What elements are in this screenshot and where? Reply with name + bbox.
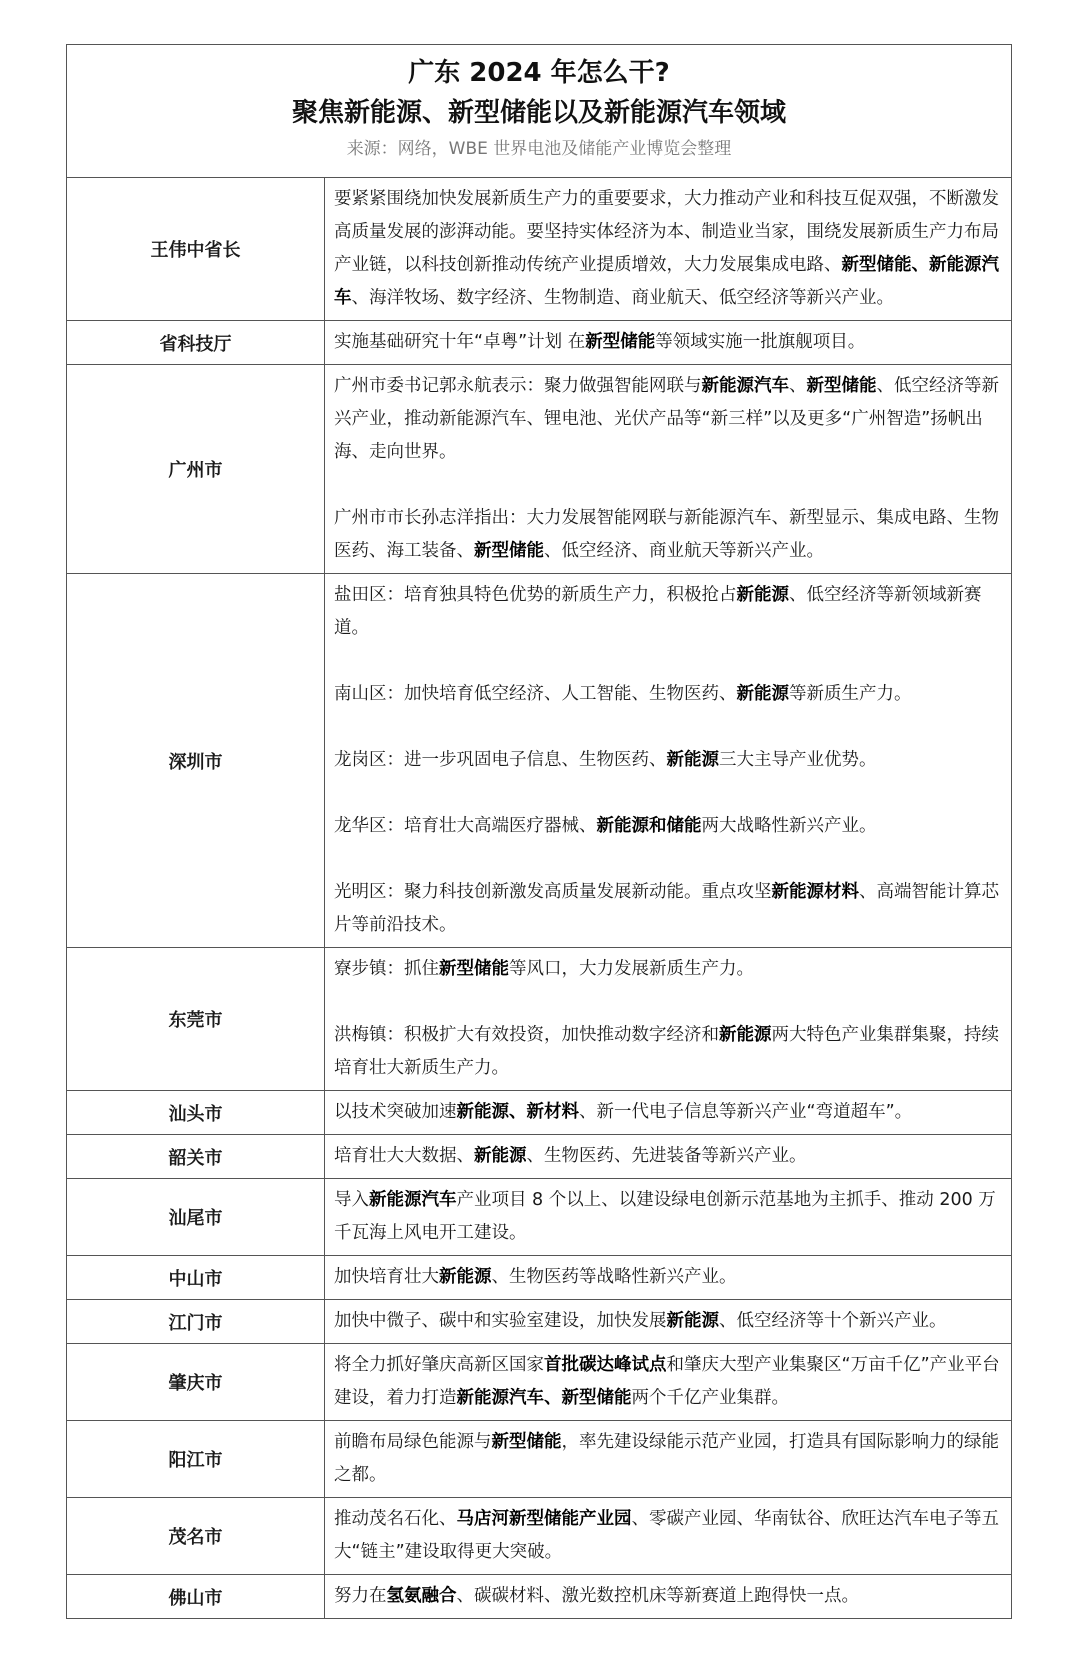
policy-paragraph	[334, 502, 1003, 568]
text-segment: 、低空经济等新领域新赛道。	[334, 585, 982, 638]
title-line-1: 广东 2024 年怎么干?	[408, 58, 670, 88]
text-segment: 努力在	[334, 1586, 387, 1606]
policy-paragraph	[334, 1426, 1003, 1492]
region-name: 佛山市	[67, 1575, 325, 1619]
text-segment: 等风口，大力发展新质生产力。	[509, 959, 754, 979]
text-segment: 、海洋牧场、数字经济、生物制造、商业航天、低空经济等新兴产业。	[351, 288, 894, 308]
policy-paragraph	[334, 1019, 1003, 1085]
text-segment: 产业项目 8 个以上、以建设绿电创新示范基地为主抓手、推动 200 万千瓦海上风电开工建设。	[334, 1190, 996, 1243]
highlight-term: 新能源和储能	[596, 816, 702, 836]
text-segment: 两大特色产业集群集聚，持续培育壮大新质生产力。	[334, 1025, 999, 1078]
text-segment: 、低空经济等新兴产业，推动新能源汽车、锂电池、光伏产品等“新三样”以及更多“广州智造”扬帆出海、走向世界。	[334, 376, 999, 462]
text-segment: 南山区：加快培育低空经济、人工智能、生物医药、	[334, 684, 737, 704]
region-name: 茂名市	[67, 1498, 325, 1575]
table-row	[67, 1575, 1011, 1619]
region-name: 江门市	[67, 1300, 325, 1344]
table-row	[67, 948, 1011, 1091]
text-segment: 以技术突破加速	[334, 1102, 457, 1122]
text-segment: 推动茂名石化、	[334, 1509, 457, 1529]
policy-content	[325, 948, 1012, 1091]
source-note: 来源：网络，WBE 世界电池及储能产业博览会整理	[346, 139, 732, 159]
policy-content	[325, 178, 1012, 321]
region-name: 汕尾市	[67, 1179, 325, 1256]
table-row	[67, 1091, 1011, 1135]
policy-content	[325, 1091, 1012, 1135]
region-name: 王伟中省长	[67, 178, 325, 321]
text-segment: 广州市市长孙志洋指出：大力发展智能网联与新能源汽车、新型显示、集成电路、生物医药、海工装备、	[334, 508, 999, 561]
highlight-term: 新能源	[666, 1311, 719, 1331]
highlight-term: 氢氨融合	[386, 1586, 457, 1606]
paragraph-gap	[334, 711, 1003, 744]
highlight-term: 新能源	[439, 1267, 492, 1287]
policy-paragraph	[334, 744, 1003, 777]
text-segment: 和肇庆大型产业集聚区“万亩千亿”产业平台建设，着力打造	[334, 1355, 1000, 1408]
text-segment: 等新质生产力。	[789, 684, 912, 704]
policy-paragraph	[334, 1305, 1003, 1338]
highlight-term: 新能源	[736, 585, 789, 605]
policy-paragraph	[334, 810, 1003, 843]
policy-table	[67, 178, 1011, 1618]
region-name: 广州市	[67, 365, 325, 574]
table-row	[67, 178, 1011, 321]
policy-content	[325, 1300, 1012, 1344]
highlight-term: 新能源	[666, 750, 719, 770]
region-name: 韶关市	[67, 1135, 325, 1179]
highlight-term: 马店河新型储能产业园	[456, 1509, 632, 1529]
policy-paragraph	[334, 1261, 1003, 1294]
text-segment: 、高端智能计算芯片等前沿技术。	[334, 882, 999, 935]
text-segment: 、生物医药、先进装备等新兴产业。	[526, 1146, 807, 1166]
policy-paragraph	[334, 1580, 1003, 1613]
paragraph-gap	[334, 986, 1003, 1019]
text-segment: 、碳碳材料、激光数控机床等新赛道上跑得快一点。	[456, 1586, 859, 1606]
policy-paragraph	[334, 876, 1003, 942]
text-segment: 、零碳产业园、华南钛谷、欣旺达汽车电子等五大“链主”建设取得更大突破。	[334, 1509, 999, 1562]
highlight-term: 新能源	[736, 684, 789, 704]
policy-content	[325, 1256, 1012, 1300]
text-segment: 要紧紧围绕加快发展新质生产力的重要要求，大力推动产业和科技互促双强，不断激发高质量发展的澎湃动能。要坚持实体经济为本、制造业当家，围绕发展新质生产力布局产业链，以科技创新推动传统产业提质增效，大力发展集成电路、	[334, 189, 999, 275]
table-row	[67, 1179, 1011, 1256]
text-segment: 加快中微子、碳中和实验室建设，加快发展	[334, 1311, 667, 1331]
highlight-term: 新型储能	[491, 1432, 562, 1452]
highlight-term: 新能源汽车、新型储能	[456, 1388, 632, 1408]
text-segment: 龙华区：培育壮大高端医疗器械、	[334, 816, 597, 836]
paragraph-gap	[334, 777, 1003, 810]
highlight-term: 新型储能	[439, 959, 509, 979]
table-row	[67, 1498, 1011, 1575]
policy-paragraph	[334, 678, 1003, 711]
highlight-term: 新能源	[719, 1025, 772, 1045]
table-row	[67, 1344, 1011, 1421]
paragraph-gap	[334, 469, 1003, 502]
text-segment: 将全力抓好肇庆高新区国家	[334, 1355, 544, 1375]
table-row	[67, 1300, 1011, 1344]
policy-paragraph	[334, 1349, 1003, 1415]
policy-paragraph	[334, 1096, 1003, 1129]
policy-content	[325, 365, 1012, 574]
table-row	[67, 1135, 1011, 1179]
text-segment: 、生物医药等战略性新兴产业。	[491, 1267, 737, 1287]
text-segment: 盐田区：培育独具特色优势的新质生产力，积极抢占	[334, 585, 737, 605]
policy-content	[325, 1135, 1012, 1179]
highlight-term: 首批碳达峰试点	[544, 1355, 667, 1375]
region-name: 肇庆市	[67, 1344, 325, 1421]
policy-content	[325, 1575, 1012, 1619]
text-segment: 加快培育壮大	[334, 1267, 439, 1287]
table-row	[67, 321, 1011, 365]
highlight-term: 新能源材料	[771, 882, 859, 902]
text-segment: 龙岗区：进一步巩固电子信息、生物医药、	[334, 750, 667, 770]
highlight-term: 新型储能	[585, 332, 656, 352]
table-row	[67, 1256, 1011, 1300]
policy-paragraph	[334, 183, 1003, 315]
highlight-term: 新型储能	[474, 541, 544, 561]
document-table	[66, 44, 1012, 1619]
highlight-term: 新能源汽车	[701, 376, 789, 396]
policy-paragraph	[334, 1503, 1003, 1569]
table-row	[67, 1421, 1011, 1498]
policy-content	[325, 1344, 1012, 1421]
region-name: 中山市	[67, 1256, 325, 1300]
highlight-term: 新型储能、新能源汽车	[334, 255, 999, 308]
paragraph-gap	[334, 843, 1003, 876]
text-segment: 实施基础研究十年“卓粤”计划 在	[334, 332, 586, 352]
title-line-2: 聚焦新能源、新型储能以及新能源汽车领域	[291, 98, 786, 128]
policy-content	[325, 574, 1012, 948]
text-segment: 等领域实施一批旗舰项目。	[655, 332, 866, 352]
policy-content	[325, 1179, 1012, 1256]
region-name: 阳江市	[67, 1421, 325, 1498]
policy-paragraph	[334, 1184, 1003, 1250]
paragraph-gap	[334, 645, 1003, 678]
policy-content	[325, 1498, 1012, 1575]
table-row	[67, 574, 1011, 948]
highlight-term: 新能源、新材料	[456, 1102, 579, 1122]
text-segment: 光明区：聚力科技创新激发高质量发展新动能。重点攻坚	[334, 882, 772, 902]
highlight-term: 新能源	[474, 1146, 527, 1166]
region-name: 汕头市	[67, 1091, 325, 1135]
policy-content	[325, 1421, 1012, 1498]
highlight-term: 新型储能	[806, 376, 877, 396]
text-segment: 洪梅镇：积极扩大有效投资，加快推动数字经济和	[334, 1025, 719, 1045]
policy-paragraph	[334, 953, 1003, 986]
region-name: 东莞市	[67, 948, 325, 1091]
text-segment: 寮步镇：抓住	[334, 959, 439, 979]
text-segment: 、	[789, 376, 807, 396]
text-segment: 、低空经济等十个新兴产业。	[719, 1311, 947, 1331]
region-name: 省科技厅	[67, 321, 325, 365]
text-segment: 两大战略性新兴产业。	[701, 816, 877, 836]
policy-paragraph	[334, 370, 1003, 469]
text-segment: ，率先建设绿能示范产业园，打造具有国际影响力的绿能之都。	[334, 1432, 999, 1485]
policy-paragraph	[334, 579, 1003, 645]
text-segment: 培育壮大大数据、	[334, 1146, 474, 1166]
table-row	[67, 365, 1011, 574]
text-segment: 、低空经济、商业航天等新兴产业。	[544, 541, 824, 561]
document-header	[67, 45, 1011, 178]
policy-content	[325, 321, 1012, 365]
text-segment: 导入	[334, 1190, 369, 1210]
text-segment: 两个千亿产业集群。	[631, 1388, 789, 1408]
highlight-term: 新能源汽车	[369, 1190, 457, 1210]
policy-paragraph	[334, 326, 1003, 359]
text-segment: 三大主导产业优势。	[719, 750, 877, 770]
policy-paragraph	[334, 1140, 1003, 1173]
region-name: 深圳市	[67, 574, 325, 948]
text-segment: 前瞻布局绿色能源与	[334, 1432, 492, 1452]
text-segment: 、新一代电子信息等新兴产业“弯道超车”。	[579, 1102, 913, 1122]
text-segment: 广州市委书记郭永航表示：聚力做强智能网联与	[334, 376, 702, 396]
